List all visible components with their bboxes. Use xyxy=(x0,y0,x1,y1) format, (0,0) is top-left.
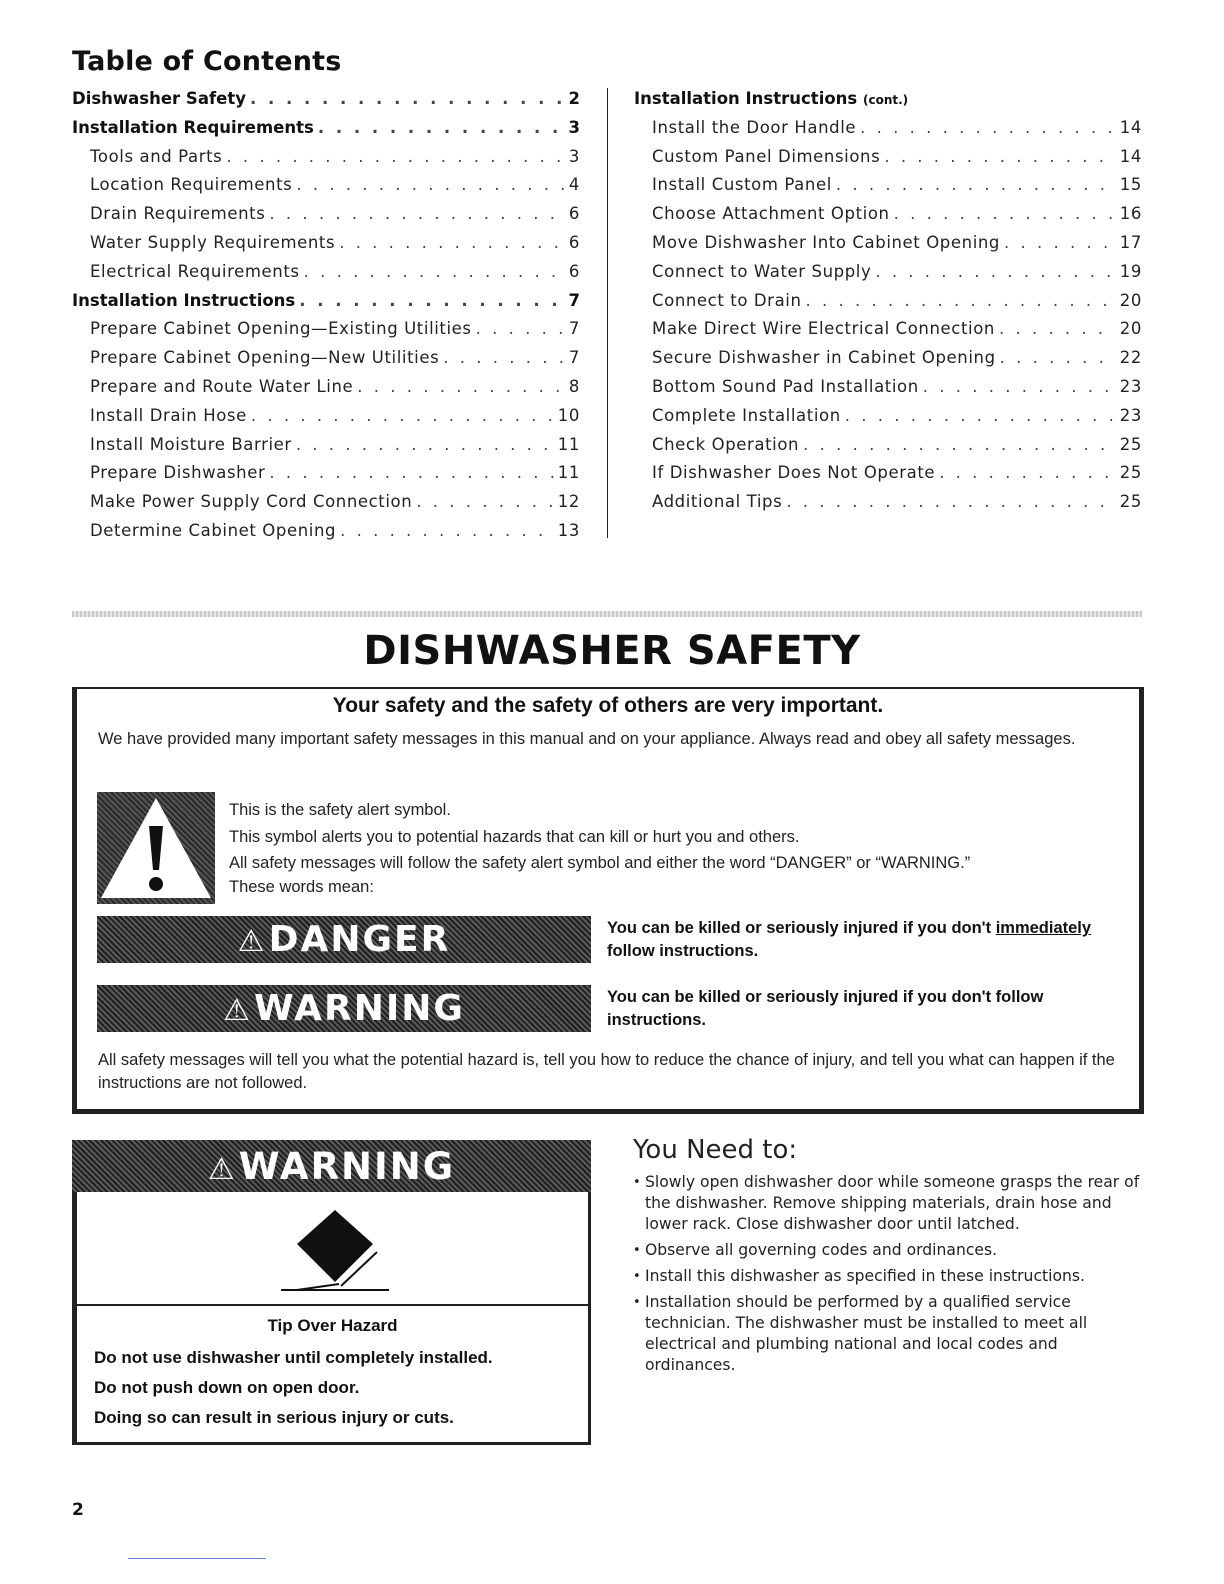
toc-right-column xyxy=(634,85,1142,517)
alert-triangle-icon: ⚠ xyxy=(237,924,267,959)
toc-entry[interactable]: Dishwasher Safety . . . 2 xyxy=(72,85,580,114)
warning-line: Do not push down on open door. xyxy=(94,1378,360,1397)
warning-line: Doing so can result in serious injury or cuts. xyxy=(94,1408,454,1427)
tip-over-warning-box xyxy=(72,1140,591,1445)
safety-intro: We have provided many important safety messages in this manual and on your appliance. Always read and obey all safety messages. xyxy=(98,730,1076,748)
section-rule xyxy=(72,611,1142,617)
section-title: DISHWASHER SAFETY xyxy=(363,628,861,674)
toc-entry[interactable]: Install the Door Handle . . . 14 xyxy=(634,114,1142,143)
warning-text: You can be killed or seriously injured if you don't follow instructions. xyxy=(607,988,1044,1029)
safety-heading: Your safety and the safety of others are very important. xyxy=(332,694,884,717)
list-item: • Slowly open dishwasher door while someone grasps the rear of the dishwasher. Remove shipping materials, drain hose and lower rack. Close dishwasher door until latched. xyxy=(633,1172,1143,1235)
toc-divider xyxy=(607,88,608,538)
you-need-title: You Need to: xyxy=(633,1135,798,1165)
warning-word: WARNING xyxy=(238,1145,456,1188)
warning-line: Do not use dishwasher until completely installed. xyxy=(94,1348,493,1367)
warning-word: WARNING xyxy=(254,988,465,1029)
toc-entry[interactable]: Water Supply Requirements . . . 6 xyxy=(72,229,580,258)
toc-entry[interactable]: Location Requirements . . . 4 xyxy=(72,171,580,200)
danger-text: You can be killed or seriously injured if you don't immediately follow instructions. xyxy=(607,919,1092,960)
toc-entry[interactable]: Move Dishwasher Into Cabinet Opening . . . 17 xyxy=(634,229,1142,258)
footer-line xyxy=(128,1558,266,1559)
toc-entry[interactable]: Drain Requirements . . . 6 xyxy=(72,200,580,229)
page-number: 2 xyxy=(72,1500,84,1520)
alert-line: These words mean: xyxy=(229,877,374,896)
danger-signal-bar xyxy=(97,916,591,963)
alert-line: This is the safety alert symbol. xyxy=(229,801,451,819)
toc-entry[interactable]: Installation Instructions . . . 7 xyxy=(72,287,580,316)
toc-heading-continued: Installation Instructions (cont.) xyxy=(634,89,909,108)
alert-triangle-icon: ⚠ xyxy=(223,993,253,1028)
alert-line: This symbol alerts you to potential hazards that can kill or hurt you and others. xyxy=(229,827,800,846)
safety-outro: All safety messages will tell you what the potential hazard is, tell you how to reduce the chance of injury, and tell you what can happen if the instructions are not followed. xyxy=(98,1051,1115,1092)
toc-entry[interactable]: Prepare Dishwasher . . . 11 xyxy=(72,459,580,488)
alert-line: All safety messages will follow the safety alert symbol and either the word “DANGER” or “WARNING.” xyxy=(229,854,971,872)
toc-entry[interactable]: Prepare Cabinet Opening—Existing Utilities . . . 7 xyxy=(72,315,580,344)
toc-entry[interactable]: Custom Panel Dimensions . . . 14 xyxy=(634,143,1142,172)
you-need-list xyxy=(633,1172,1143,1381)
toc-entry[interactable]: Install Moisture Barrier . . . 11 xyxy=(72,431,580,460)
warning-signal-bar xyxy=(97,985,591,1032)
toc-entry[interactable]: Prepare Cabinet Opening—New Utilities . . . 7 xyxy=(72,344,580,373)
toc-entry[interactable]: Prepare and Route Water Line . . . 8 xyxy=(72,373,580,402)
toc-entry[interactable]: Bottom Sound Pad Installation . . . 23 xyxy=(634,373,1142,402)
toc-entry[interactable]: Install Drain Hose . . . 10 xyxy=(72,402,580,431)
warning-triangle-icon xyxy=(97,792,215,904)
danger-word: DANGER xyxy=(268,919,451,960)
toc-entry[interactable]: Connect to Water Supply . . . 19 xyxy=(634,258,1142,287)
safety-box xyxy=(72,687,1144,1114)
toc-left-column xyxy=(72,85,580,546)
toc-entry[interactable]: Install Custom Panel . . . 15 xyxy=(634,171,1142,200)
toc-entry[interactable]: Electrical Requirements . . . 6 xyxy=(72,258,580,287)
list-item: • Install this dishwasher as specified in these instructions. xyxy=(633,1266,1143,1287)
toc-entry[interactable]: Additional Tips . . . 25 xyxy=(634,488,1142,517)
warning-separator xyxy=(77,1304,588,1306)
toc-entry[interactable]: Check Operation . . . 25 xyxy=(634,431,1142,460)
toc-title: Table of Contents xyxy=(72,46,342,77)
tip-over-icon xyxy=(277,1208,393,1294)
warning-signal-bar xyxy=(72,1140,591,1192)
list-item: • Installation should be performed by a qualified service technician. The dishwasher must be installed to meet all electrical and plumbing national and local codes and ordinances. xyxy=(633,1292,1143,1376)
hazard-title: Tip Over Hazard xyxy=(267,1316,398,1335)
toc-entry[interactable]: Tools and Parts . . . 3 xyxy=(72,143,580,172)
toc-entry[interactable]: Make Direct Wire Electrical Connection . . . 20 xyxy=(634,315,1142,344)
toc-entry[interactable]: Choose Attachment Option . . . 16 xyxy=(634,200,1142,229)
toc-entry[interactable]: Installation Requirements . . . 3 xyxy=(72,114,580,143)
toc-entry[interactable]: Connect to Drain . . . 20 xyxy=(634,287,1142,316)
alert-triangle-icon: ⚠ xyxy=(207,1152,237,1187)
list-item: • Observe all governing codes and ordinances. xyxy=(633,1240,1143,1261)
alert-description xyxy=(229,799,1109,899)
toc-entry[interactable]: Make Power Supply Cord Connection . . . 12 xyxy=(72,488,580,517)
toc-entry[interactable]: Complete Installation . . . 23 xyxy=(634,402,1142,431)
toc-entry[interactable]: If Dishwasher Does Not Operate . . . 25 xyxy=(634,459,1142,488)
toc-entry[interactable]: Secure Dishwasher in Cabinet Opening . . . 22 xyxy=(634,344,1142,373)
toc-entry[interactable]: Determine Cabinet Opening . . . 13 xyxy=(72,517,580,546)
